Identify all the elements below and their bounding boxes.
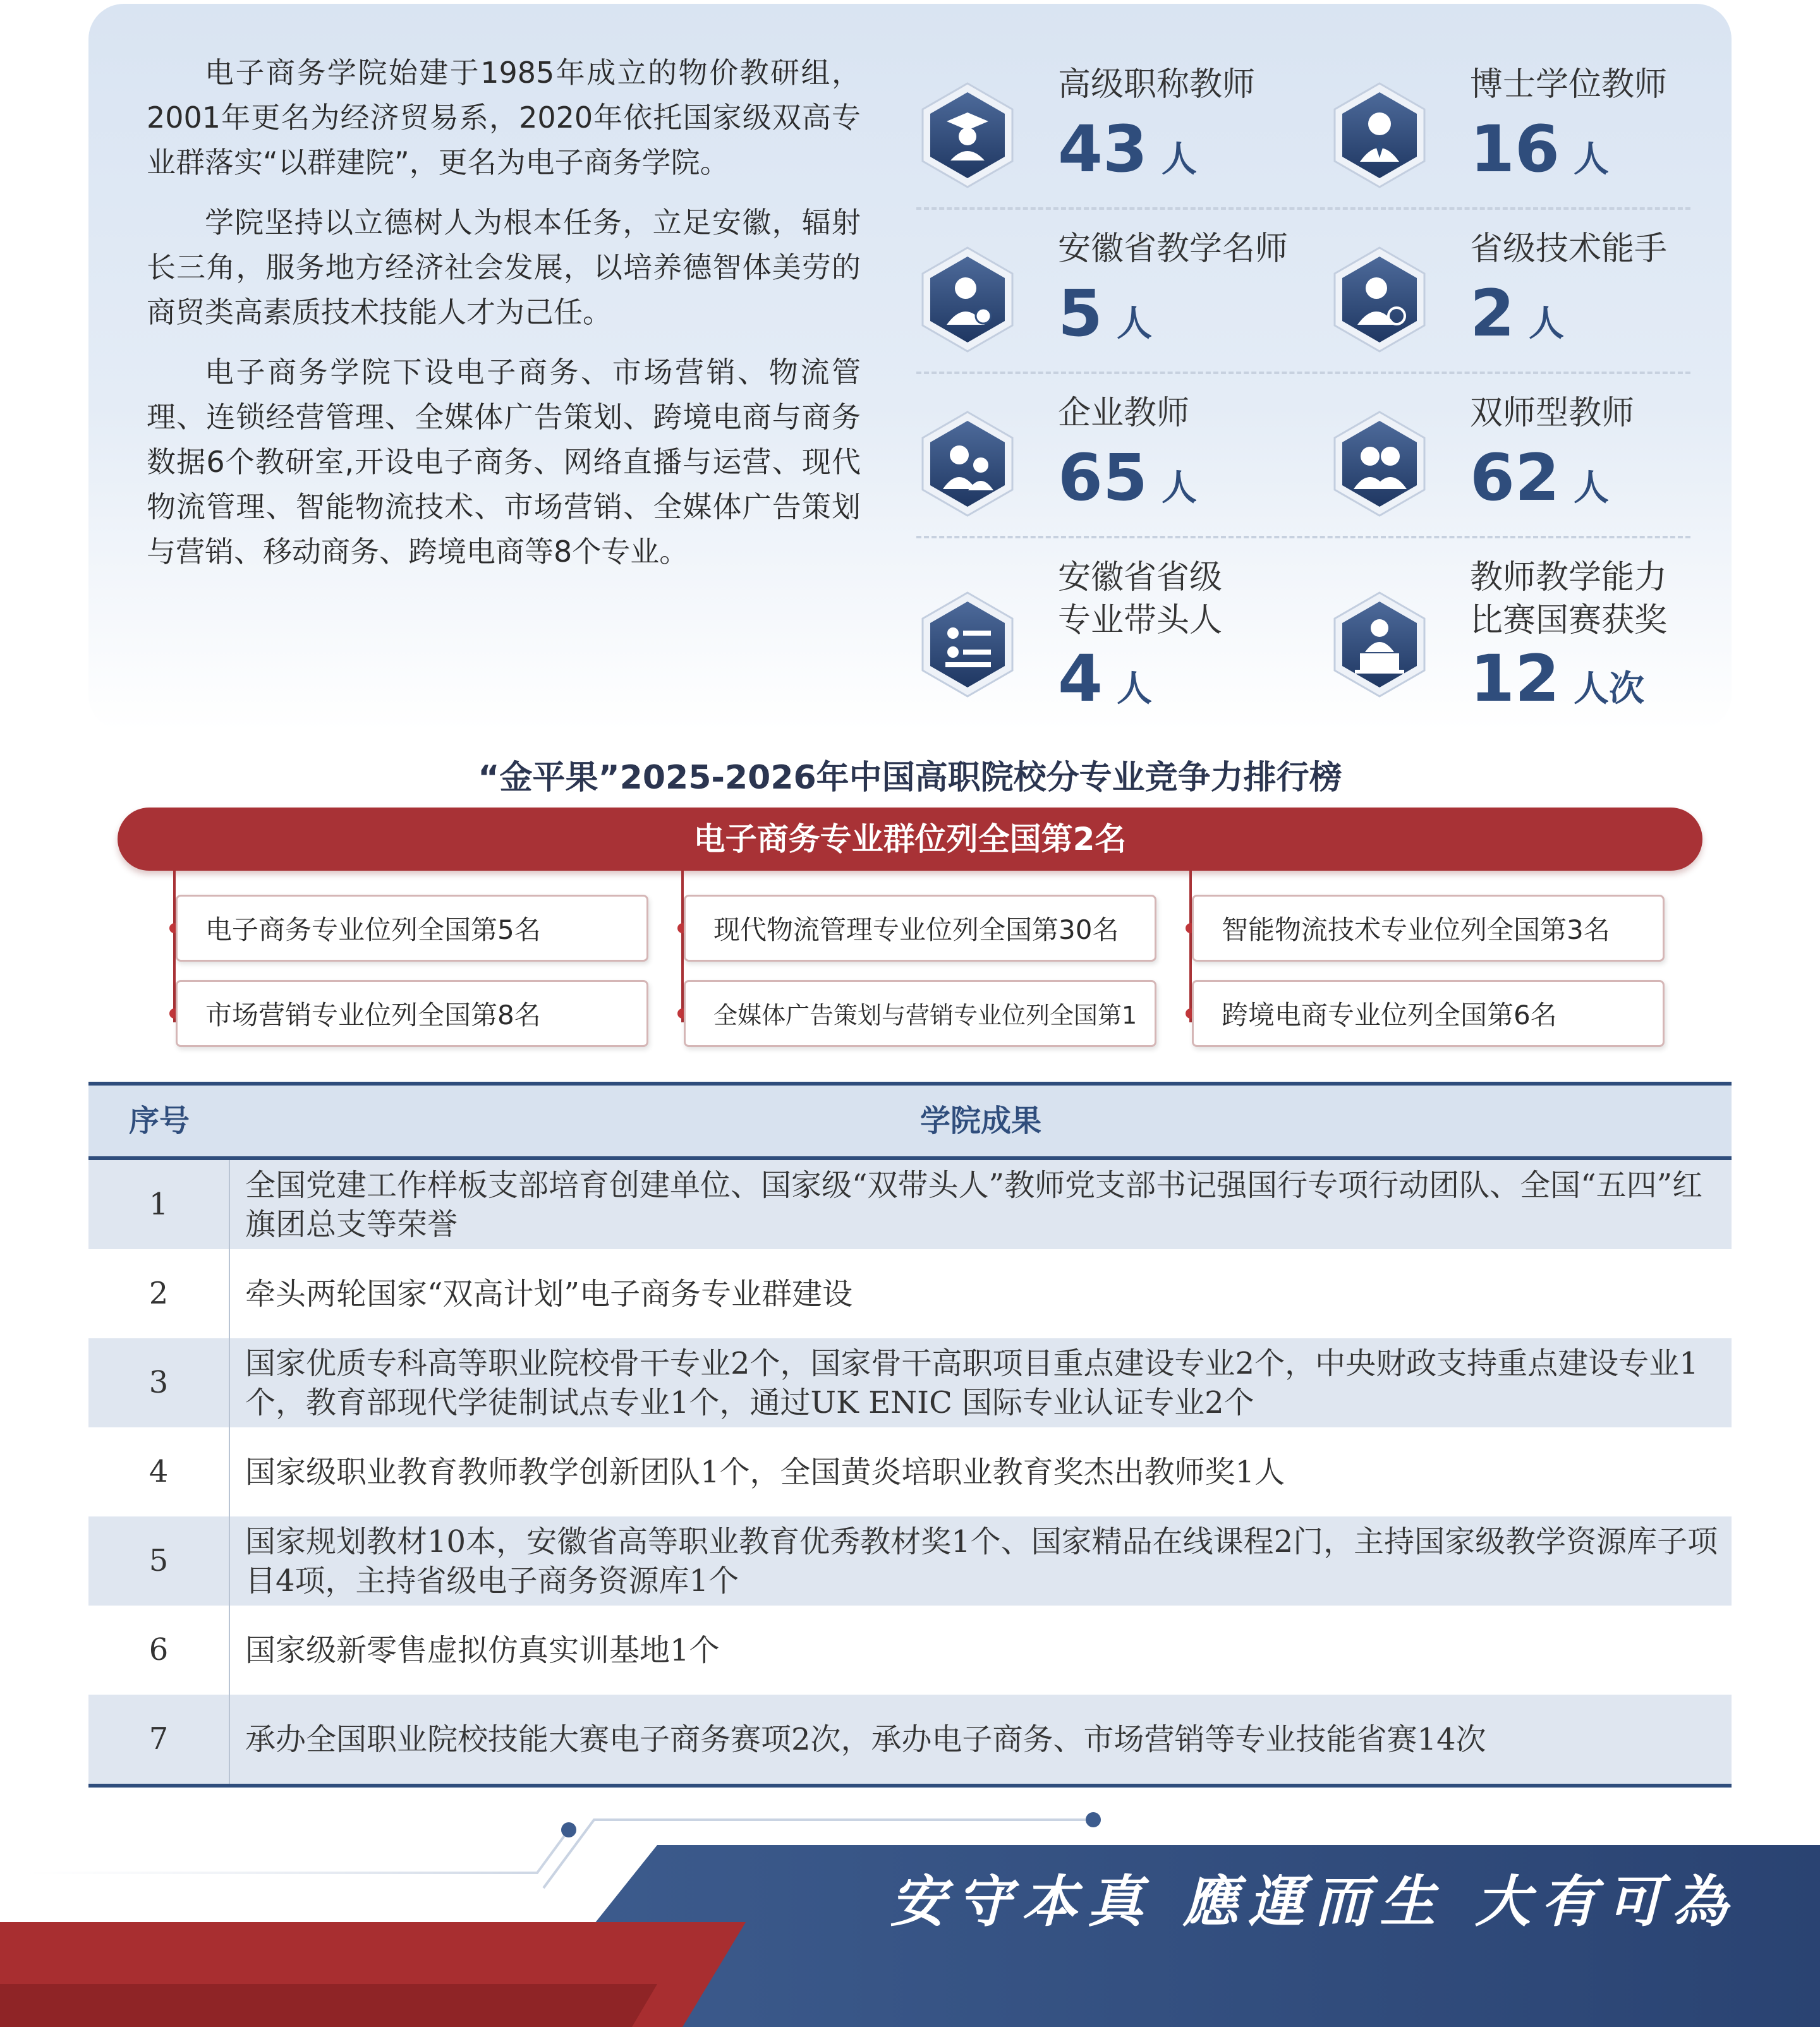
table-header xyxy=(88,1082,1732,1160)
stat-discipline-leader xyxy=(920,556,1312,717)
ranking-item: 现代物流管理专业位列全国第30名 xyxy=(684,895,1156,962)
stat-unit: 人 xyxy=(1528,303,1564,344)
stat-value: 16 人 xyxy=(1470,112,1609,187)
intro-paragraph-3: 电子商务学院下设电子商务、市场营销、物流管理、连锁经营管理、全媒体广告策划、跨境电商与商务数据6个教研室,开设电子商务、网络直播与运营、现代物流管理、智能物流技术、市场营销、全媒体广告策划与营销、移动商务、跨境电商等8个专业。 xyxy=(147,355,861,569)
ranking-item: 跨境电商专业位列全国第6名 xyxy=(1192,980,1665,1047)
ranking-title: “金平果”2025-2026年中国高职院校分专业竞争力排行榜 xyxy=(478,759,1342,797)
footer-motto: 安守本真 應運而生 大有可為 xyxy=(890,1868,1738,1934)
person-tie-icon xyxy=(1332,82,1427,188)
stat-value: 62 人 xyxy=(1470,440,1609,516)
row-no: 5 xyxy=(88,1516,230,1606)
stat-value: 4 人 xyxy=(1058,641,1152,717)
stat-enterprise-teacher xyxy=(920,392,1312,531)
row-no: 7 xyxy=(88,1695,230,1784)
stat-label: 安徽省省级 专业带头人 xyxy=(1058,559,1223,639)
row-no: 4 xyxy=(88,1427,230,1516)
stat-value: 12 人次 xyxy=(1470,641,1644,717)
table-row xyxy=(88,1516,1732,1606)
stats-divider xyxy=(916,536,1690,538)
stat-unit: 人 xyxy=(1573,139,1609,180)
row-text: 承办全国职业院校技能大赛电子商务赛项2次，承办电子商务、市场营销等专业技能省赛14次 xyxy=(245,1721,1486,1757)
teacher-badge-icon xyxy=(920,246,1015,353)
table-row xyxy=(88,1695,1732,1784)
worker-group-icon xyxy=(920,411,1015,517)
stat-value: 65 人 xyxy=(1058,440,1197,516)
table-bottom-rule xyxy=(88,1784,1732,1788)
row-text: 国家优质专科高等职业院校骨干专业2个，国家骨干高职项目重点建设专业2个，中央财政支持重点建设专业1个，教育部现代学徒制试点专业1个，通过UK ENIC 国际专业认证专业2个 xyxy=(245,1345,1699,1420)
graduate-icon xyxy=(920,82,1015,188)
ranking-item: 市场营销专业位列全国第8名 xyxy=(176,980,648,1047)
stat-label: 双师型教师 xyxy=(1470,394,1635,432)
stat-doctorate xyxy=(1332,63,1724,202)
row-text: 国家规划教材10本，安徽省高等职业教育优秀教材奖1个、国家精品在线课程2门，主持国家级教学资源库子项目4项，主持省级电子商务资源库1个 xyxy=(245,1523,1718,1599)
stat-label: 博士学位教师 xyxy=(1470,66,1668,104)
table-row xyxy=(88,1338,1732,1427)
stat-value: 5 人 xyxy=(1058,276,1152,351)
intro-paragraph-1: 电子商务学院始建于1985年成立的物价教研组，2001年更名为经济贸易系，2020年依托国家级双高专业群落实“以群建院”，更名为电子商务学院。 xyxy=(147,56,861,179)
row-no: 2 xyxy=(88,1249,230,1338)
table-row xyxy=(88,1249,1732,1338)
ranking-item: 电子商务专业位列全国第5名 xyxy=(176,895,648,962)
row-text: 国家级新零售虚拟仿真实训基地1个 xyxy=(245,1632,720,1668)
row-no: 6 xyxy=(88,1606,230,1695)
row-text: 国家级职业教育教师教学创新团队1个，全国黄炎培职业教育奖杰出教师奖1人 xyxy=(245,1454,1285,1490)
stats-divider xyxy=(916,207,1690,210)
row-no: 3 xyxy=(88,1338,230,1427)
stat-unit: 人 xyxy=(1573,468,1609,509)
stat-senior-title xyxy=(920,63,1312,202)
ranking-item: 智能物流技术专业位列全国第3名 xyxy=(1192,895,1665,962)
stat-unit: 人 xyxy=(1161,139,1197,180)
stat-unit: 人次 xyxy=(1573,669,1644,710)
stat-label: 教师教学能力 比赛国赛获奖 xyxy=(1470,559,1668,639)
ranking-item: 全媒体广告策划与营销专业位列全国第1 xyxy=(684,980,1156,1047)
table-row xyxy=(88,1427,1732,1516)
stat-technical-expert xyxy=(1332,227,1724,366)
stat-teaching-award xyxy=(1332,556,1724,717)
list-people-icon xyxy=(920,591,1015,698)
stat-value: 2 人 xyxy=(1470,276,1564,351)
stat-unit: 人 xyxy=(1161,468,1197,509)
intro-paragraph-2: 学院坚持以立德树人为根本任务，立足安徽，辐射长三角，服务地方经济社会发展，以培养德智体美劳的商贸类高素质技术技能人才为己任。 xyxy=(147,205,861,329)
stats-divider xyxy=(916,372,1690,374)
stat-value: 43 人 xyxy=(1058,112,1197,187)
technician-globe-icon xyxy=(1332,246,1427,353)
stat-label: 企业教师 xyxy=(1058,394,1190,432)
stat-unit: 人 xyxy=(1116,303,1152,344)
stat-label: 安徽省教学名师 xyxy=(1058,230,1289,268)
row-no: 1 xyxy=(88,1160,230,1249)
stat-label: 高级职称教师 xyxy=(1058,66,1256,104)
table-row xyxy=(88,1606,1732,1695)
two-people-icon xyxy=(1332,411,1427,517)
stat-unit: 人 xyxy=(1116,669,1152,710)
intro-text xyxy=(147,51,861,590)
achievements-table xyxy=(88,1082,1732,1788)
podium-speaker-icon xyxy=(1332,591,1427,698)
stat-label: 省级技术能手 xyxy=(1470,230,1668,268)
stat-dual-teacher xyxy=(1332,392,1724,531)
header-achievement: 学院成果 xyxy=(919,1103,1041,1139)
header-no: 序号 xyxy=(128,1103,190,1139)
ranking-banner: 电子商务专业群位列全国第2名 xyxy=(118,808,1702,871)
row-text: 牵头两轮国家“双高计划”电子商务专业群建设 xyxy=(245,1276,853,1312)
row-text: 全国党建工作样板支部培育创建单位、国家级“双带头人”教师党支部书记强国行专项行动团队、全国“五四”红旗团总支等荣誉 xyxy=(245,1167,1703,1242)
table-row xyxy=(88,1160,1732,1249)
stat-famous-teacher xyxy=(920,227,1312,366)
